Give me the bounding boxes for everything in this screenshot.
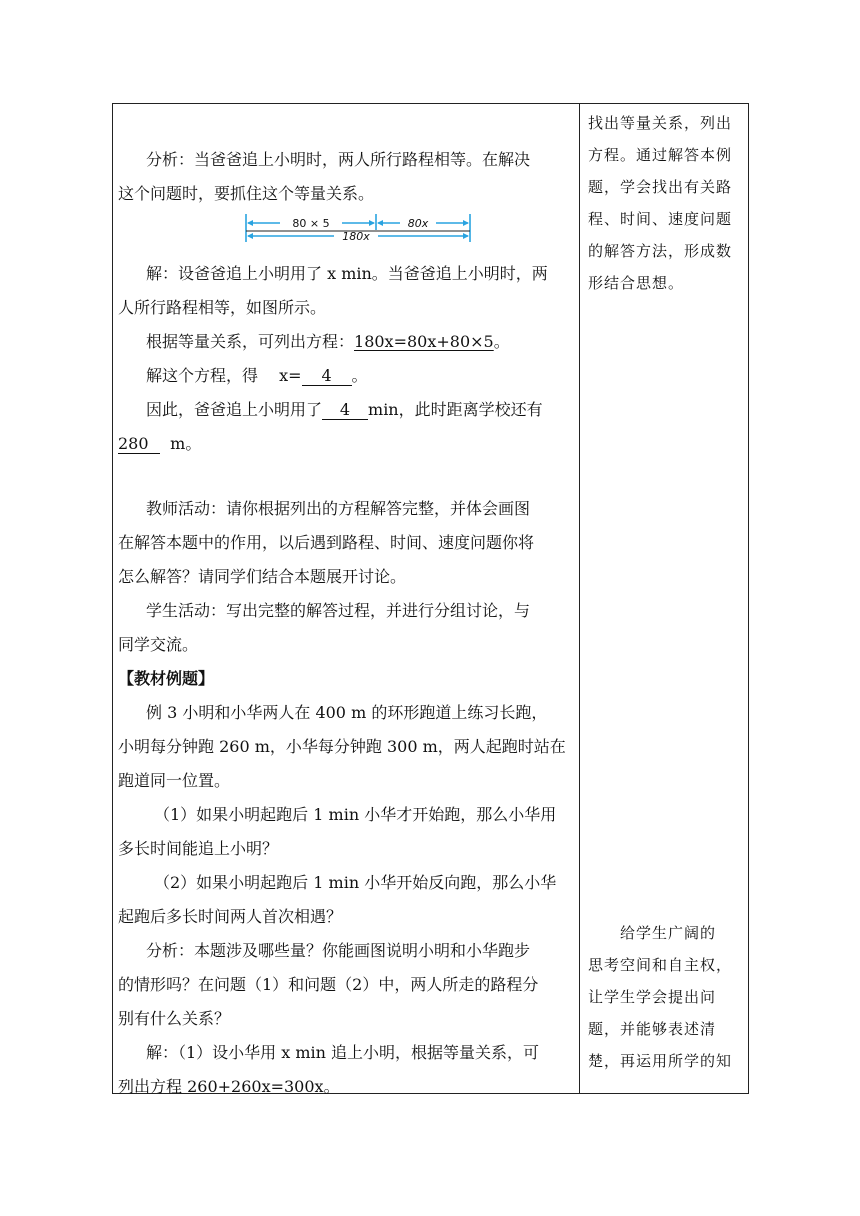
distance-diagram: [242, 212, 474, 244]
teacher-line-2: 在解答本题中的作用，以后遇到路程、时间、速度问题你将: [118, 533, 535, 552]
analysis2-line-2: 的情形吗？在问题（1）和问题（2）中，两人所走的路程分: [118, 975, 539, 994]
conclusion-mid: min，此时距离学校还有: [368, 400, 543, 419]
side-bottom-line: 楚，再运用所学的知: [588, 1052, 733, 1070]
teacher-line-3: 怎么解答？请同学们结合本题展开讨论。: [118, 567, 407, 586]
side-bottom-line: 给学生广阔的: [588, 924, 717, 942]
side-bottom-line: 思考空间和自主权，: [588, 956, 733, 974]
diagram-label-80x: 80x: [407, 217, 429, 230]
equation-line: [146, 329, 510, 352]
side-bottom-line: 题，并能够表述清: [588, 1020, 717, 1038]
solution-line-1: 解：设爸爸追上小明用了 x min。当爸爸追上小明时，两: [146, 264, 548, 283]
equation-prefix: 根据等量关系，可列出方程：: [146, 332, 355, 351]
solve-suffix: 。: [351, 366, 368, 385]
student-line-2: 同学交流。: [118, 635, 199, 654]
analysis-line-1: 分析：当爸爸追上小明时，两人所行路程相等。在解决: [146, 150, 531, 169]
analysis-line-2: 这个问题时，要抓住这个等量关系。: [118, 184, 375, 203]
distance-answer-blank: 280: [118, 435, 160, 454]
distance-line: [118, 431, 201, 454]
time-answer-blank: 4: [322, 401, 368, 420]
example-line-2: 小明每分钟跑 260 m，小华每分钟跑 300 m，两人起跑时站在: [118, 737, 566, 756]
side-top-line: 形结合思想。: [588, 274, 685, 292]
side-bottom-line: 让学生学会提出问: [588, 988, 717, 1006]
question2-line-1: （2）如果小明起跑后 1 min 小华开始反向跑，那么小华: [154, 873, 557, 892]
equation-suffix: 。: [493, 332, 510, 351]
question2-line-2: 起跑后多长时间两人首次相遇？: [118, 907, 343, 926]
solution2-line-1: 解：（1）设小华用 x min 追上小明，根据等量关系，可: [146, 1043, 540, 1062]
solve-prefix: 解这个方程，得 x=: [146, 366, 302, 385]
section-heading: 【教材例题】: [118, 669, 215, 688]
diagram-label-180x: 180x: [342, 230, 370, 243]
side-top-line: 题，学会找出有关路: [588, 178, 733, 196]
side-top-line: 找出等量关系，列出: [588, 114, 733, 132]
analysis2-line-1: 分析：本题涉及哪些量？你能画图说明小明和小华跑步: [146, 941, 531, 960]
conclusion-line: [146, 397, 543, 420]
solve-answer-blank: 4: [302, 367, 352, 386]
student-line-1: 学生活动：写出完整的解答过程，并进行分组讨论，与: [146, 601, 531, 620]
side-top-line: 程、时间、速度问题: [588, 210, 733, 228]
side-top-line: 的解答方法，形成数: [588, 242, 733, 260]
teacher-line-1: 教师活动：请你根据列出的方程解答完整，并体会画图: [146, 499, 531, 518]
example-line-1: 例 3 小明和小华两人在 400 m 的环形跑道上练习长跑，: [146, 703, 548, 722]
solve-line: [146, 363, 368, 386]
example-line-3: 跑道同一位置。: [118, 771, 231, 790]
distance-unit: m。: [170, 434, 202, 453]
equation: 180x=80x+80×5: [354, 332, 494, 351]
column-divider: [579, 103, 580, 1094]
solution2-line-2: 列出方程 260+260x=300x。: [118, 1077, 340, 1096]
question1-line-1: （1）如果小明起跑后 1 min 小华才开始跑，那么小华用: [154, 805, 557, 824]
solution-line-2: 人所行路程相等，如图所示。: [118, 298, 327, 317]
side-top-line: 方程。通过解答本例: [588, 146, 733, 164]
analysis2-line-3: 别有什么关系？: [118, 1009, 231, 1028]
diagram-label-80x5: 80 × 5: [292, 217, 330, 230]
question1-line-2: 多长时间能追上小明？: [118, 839, 279, 858]
conclusion-prefix: 因此，爸爸追上小明用了: [146, 400, 323, 419]
